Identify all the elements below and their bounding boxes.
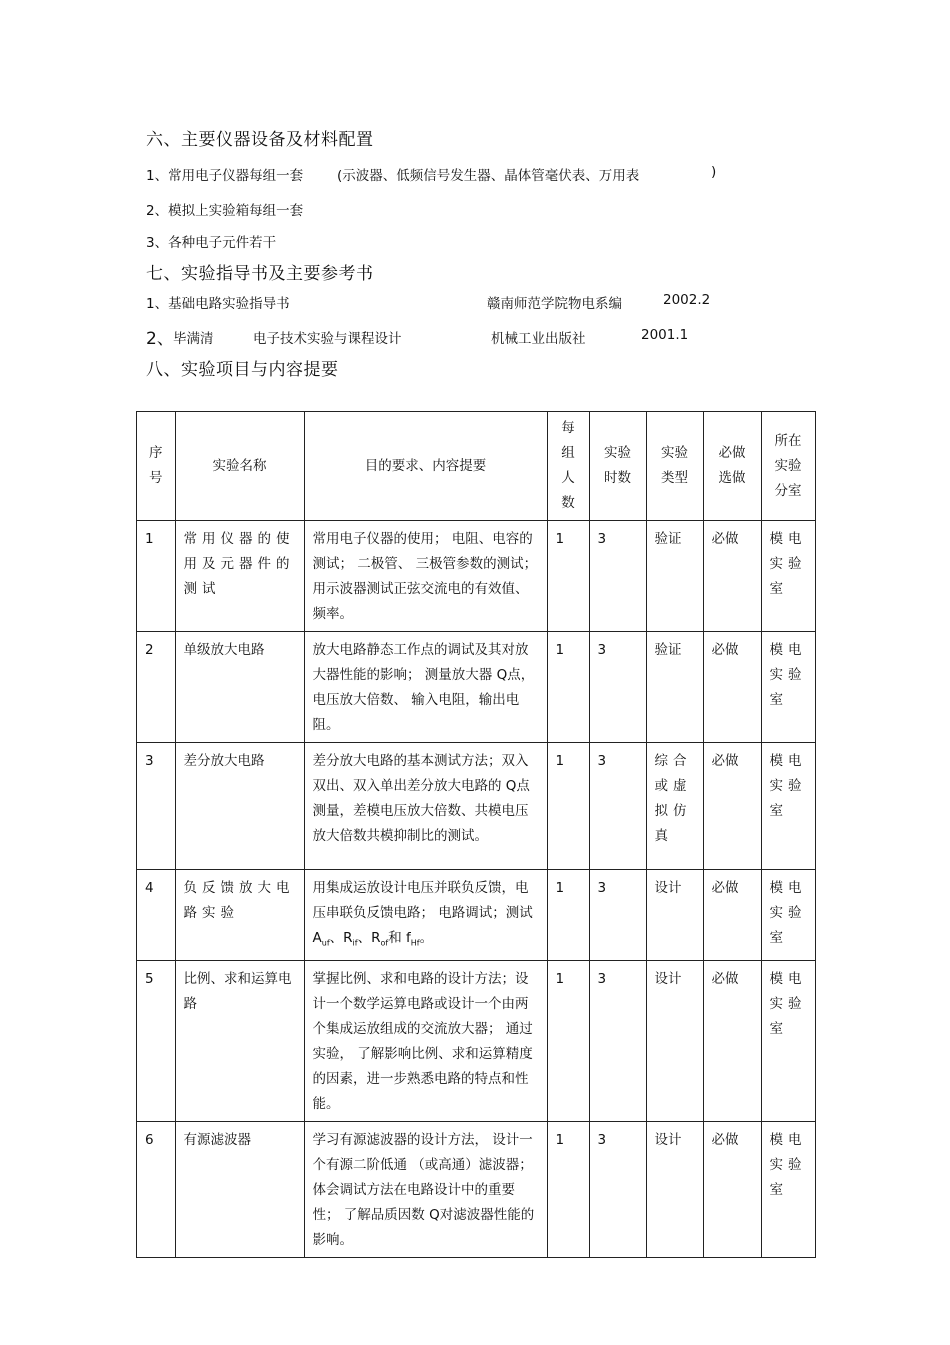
row-name: 负反馈放大电路实验: [175, 870, 304, 961]
equipment-item-2: 2、模拟上实验箱每组一套: [146, 203, 304, 219]
row-index: 1: [137, 521, 176, 632]
experiment-table: [136, 411, 816, 1258]
equipment-item-1-detail: (示波器、低频信号发生器、晶体管毫伏表、万用表: [337, 168, 640, 184]
table-row: [137, 960, 816, 1121]
row-index: 2: [137, 632, 176, 743]
table-header-row: [137, 412, 816, 521]
row-hours: 3: [589, 960, 646, 1121]
section8-heading: 八、实验项目与内容提要: [146, 360, 339, 380]
row-hours: 3: [589, 743, 646, 870]
equipment-item-3: 3、各种电子元件若干: [146, 235, 277, 251]
row-lab: 模电实验室: [761, 632, 815, 743]
row-name: 有源滤波器: [175, 1121, 304, 1257]
row-type: 综合或虚拟仿真: [646, 743, 703, 870]
row-lab: 模电实验室: [761, 960, 815, 1121]
row-goal-sub-of: of: [380, 938, 389, 948]
header-group: 每组人数: [547, 412, 589, 521]
section6-heading: 六、主要仪器设备及材料配置: [146, 130, 374, 150]
row-type: 验证: [646, 521, 703, 632]
row-group: 1: [547, 960, 589, 1121]
row-name: 常用仪器的使用及元器件的测试: [175, 521, 304, 632]
reference-1-publisher: 赣南师范学院物电系编: [487, 296, 622, 312]
row-goal-text-2: 、R: [329, 930, 353, 946]
row-type: 设计: [646, 870, 703, 961]
row-hours: 3: [589, 870, 646, 961]
row-goal: 差分放大电路的基本测试方法；双入双出、双入单出差分放大电路的 Q点测量，差模电压放大倍数、共模电压放大倍数共模抑制比的测试。: [304, 743, 547, 870]
row-required: 必做: [703, 960, 761, 1121]
table-row: [137, 632, 816, 743]
row-index: 6: [137, 1121, 176, 1257]
table-row: [137, 743, 816, 870]
row-goal-sub-hf: Hf: [410, 938, 420, 948]
reference-2-author: 毕满清: [173, 331, 214, 347]
reference-2-number: 2、: [146, 329, 174, 349]
header-hours: 实验时数: [589, 412, 646, 521]
reference-1-year: 2002.2: [663, 292, 711, 308]
row-index: 3: [137, 743, 176, 870]
reference-2-publisher: 机械工业出版社: [491, 331, 586, 347]
row-hours: 3: [589, 521, 646, 632]
row-required: 必做: [703, 521, 761, 632]
row-lab: 模电实验室: [761, 521, 815, 632]
row-required: 必做: [703, 1121, 761, 1257]
row-hours: 3: [589, 1121, 646, 1257]
table-row: [137, 870, 816, 961]
reference-2-title: 电子技术实验与课程设计: [253, 331, 402, 347]
row-name: 差分放大电路: [175, 743, 304, 870]
row-lab: 模电实验室: [761, 743, 815, 870]
row-type: 验证: [646, 632, 703, 743]
row-goal-text-4: 和 f: [388, 930, 411, 946]
row-goal-text-3: 、R: [357, 930, 381, 946]
reference-1-title: 1、基础电路实验指导书: [146, 296, 290, 312]
header-name: 实验名称: [175, 412, 304, 521]
row-goal-sub-uf: uf: [321, 938, 330, 948]
equipment-item-1-close: ): [711, 164, 717, 180]
header-index: 序号: [137, 412, 176, 521]
row-required: 必做: [703, 870, 761, 961]
row-goal: [304, 870, 547, 961]
row-lab: 模电实验室: [761, 1121, 815, 1257]
table-row: [137, 521, 816, 632]
row-goal-sub-if: if: [352, 938, 358, 948]
header-goal: 目的要求、内容提要: [304, 412, 547, 521]
row-group: 1: [547, 1121, 589, 1257]
row-type: 设计: [646, 960, 703, 1121]
header-required: 必做选做: [703, 412, 761, 521]
row-required: 必做: [703, 632, 761, 743]
row-lab: 模电实验室: [761, 870, 815, 961]
header-lab: 所在实验分室: [761, 412, 815, 521]
row-group: 1: [547, 743, 589, 870]
row-name: 单级放大电路: [175, 632, 304, 743]
row-goal-text-5: 。: [419, 930, 434, 946]
header-type: 实验类型: [646, 412, 703, 521]
row-group: 1: [547, 632, 589, 743]
row-required: 必做: [703, 743, 761, 870]
row-name: 比例、求和运算电路: [175, 960, 304, 1121]
row-index: 4: [137, 870, 176, 961]
reference-2-year: 2001.1: [641, 327, 689, 343]
row-type: 设计: [646, 1121, 703, 1257]
equipment-item-1: 1、常用电子仪器每组一套: [146, 168, 304, 184]
table-row: [137, 1121, 816, 1257]
row-goal: 掌握比例、求和电路的设计方法；设计一个数学运算电路或设计一个由两个集成运放组成的交流放大器； 通过实验， 了解影响比例、求和运算精度的因素，进一步熟悉电路的特点和性能。: [304, 960, 547, 1121]
row-goal: 常用电子仪器的使用； 电阻、电容的测试； 二极管、 三极管参数的测试；用示波器测试正弦交流电的有效值、频率。: [304, 521, 547, 632]
row-goal: 放大电路静态工作点的调试及其对放大器性能的影响； 测量放大器 Q点，电压放大倍数、 输入电阻，输出电阻。: [304, 632, 547, 743]
section7-heading: 七、实验指导书及主要参考书: [146, 264, 374, 284]
row-group: 1: [547, 870, 589, 961]
row-goal: 学习有源滤波器的设计方法， 设计一个有源二阶低通 （或高通）滤波器；体会调试方法在电路设计中的重要性； 了解品质因数 Q对滤波器性能的影响。: [304, 1121, 547, 1257]
row-goal-text: 用集成运放设计电压并联负反馈，电压串联负反馈电路； 电路调试；测试 A: [312, 880, 533, 946]
row-index: 5: [137, 960, 176, 1121]
row-group: 1: [547, 521, 589, 632]
row-hours: 3: [589, 632, 646, 743]
